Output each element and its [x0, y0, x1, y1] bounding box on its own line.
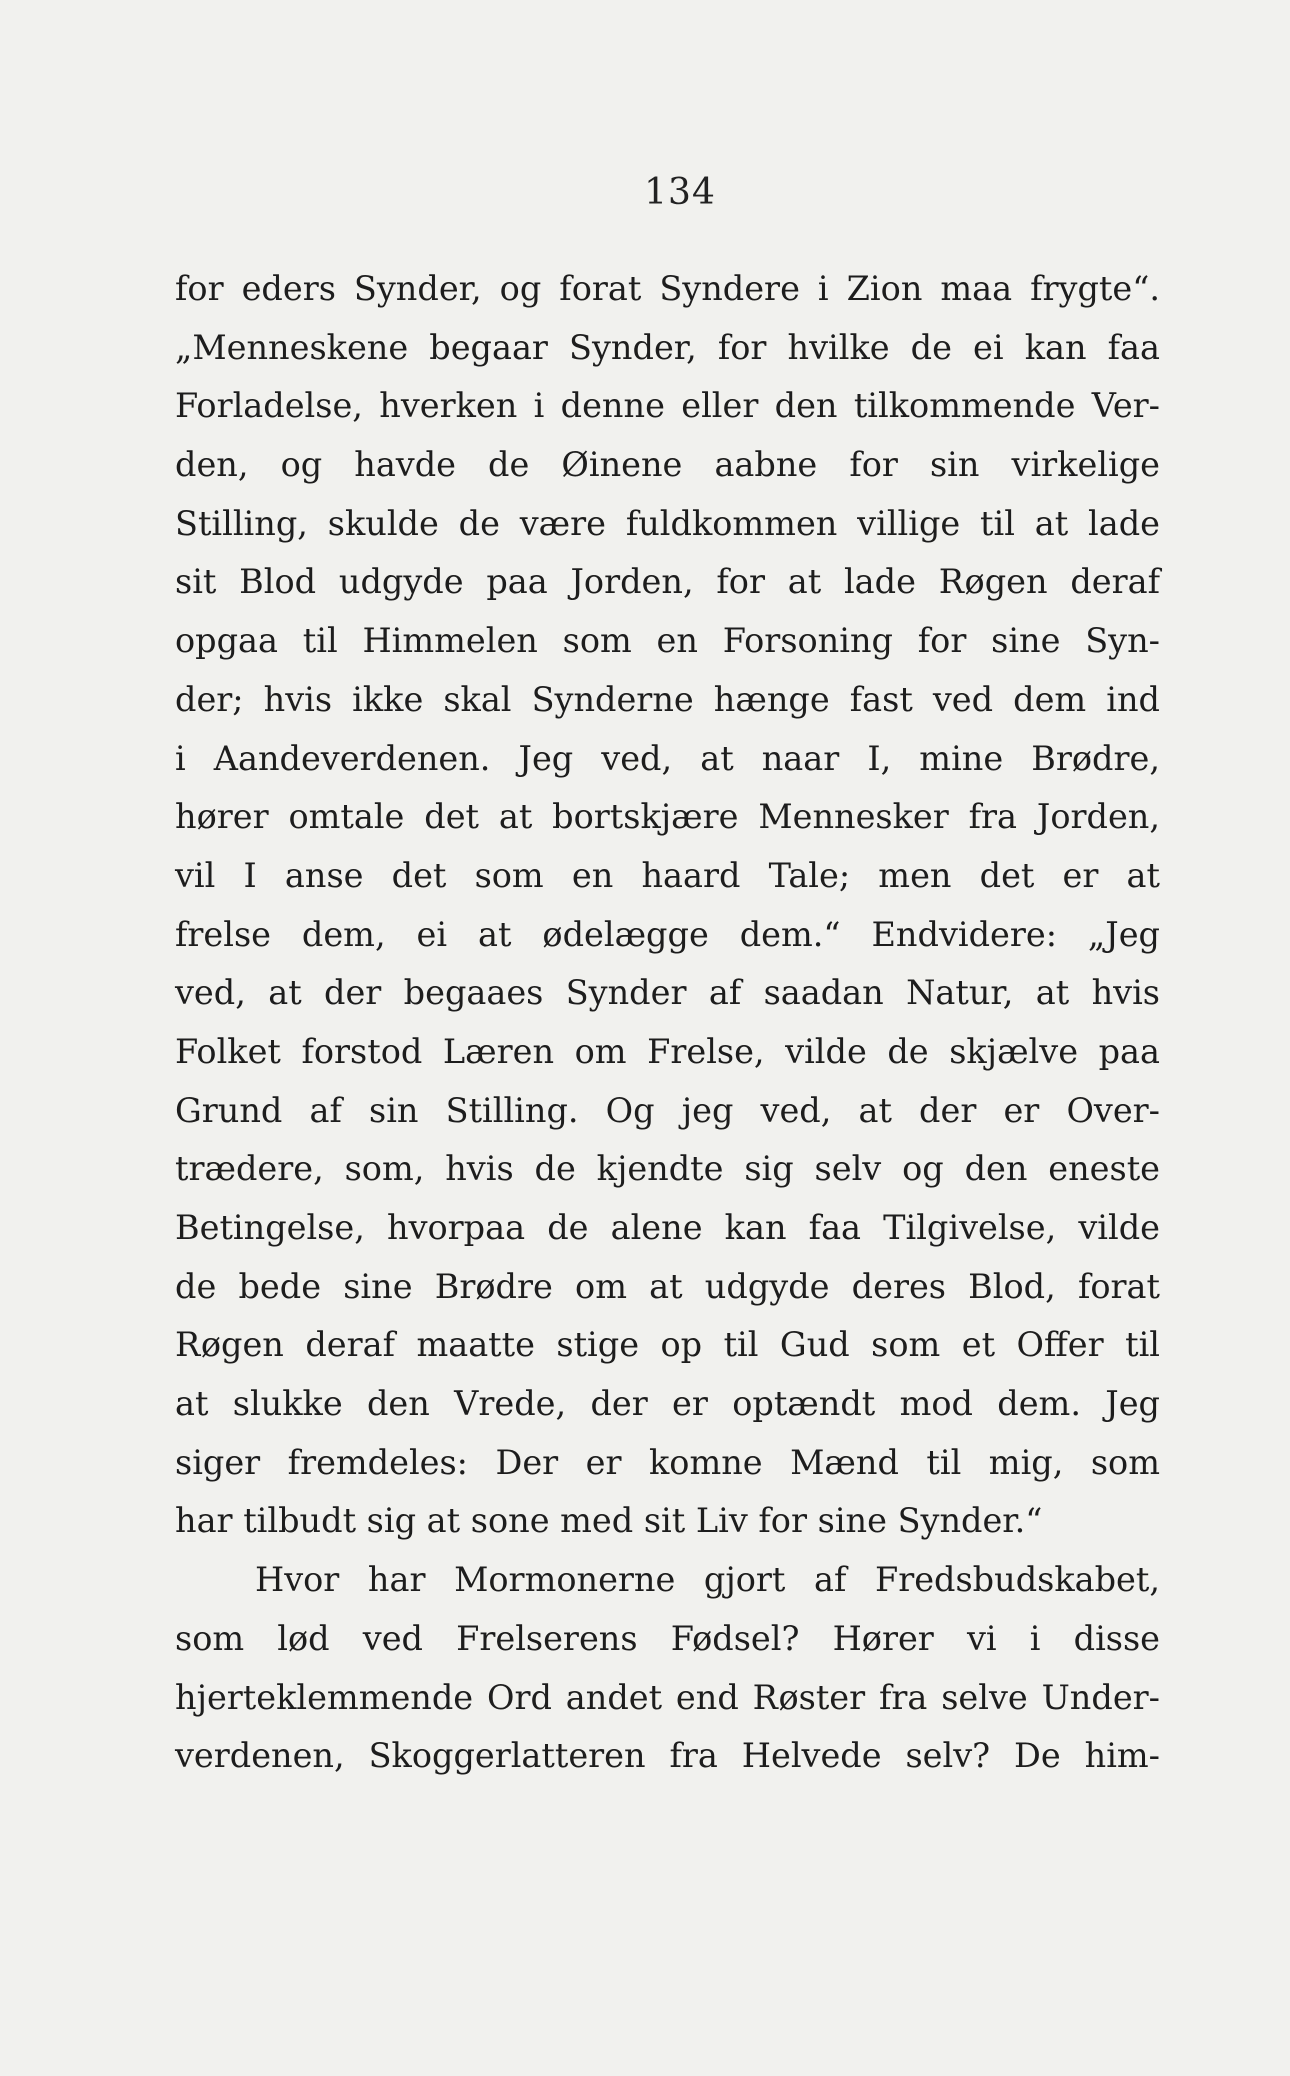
text-line: vil I anse det som en haard Tale; men det er at: [175, 855, 1160, 895]
text-line: verdenen, Skoggerlatteren fra Helvede selv? De him-: [175, 1736, 1160, 1776]
text-line: hjerteklemmende Ord andet end Røster fra selve Under-: [175, 1677, 1160, 1717]
page-number: 134: [644, 172, 716, 213]
text-line: for eders Synder, og forat Syndere i Zion maa frygte“.: [175, 269, 1160, 308]
text-line: Grund af sin Stilling. Og jeg ved, at der er Over-: [175, 1090, 1160, 1130]
body-text: [175, 260, 1160, 1786]
text-line: Stilling, skulde de være fuldkommen villige til at lade: [175, 503, 1160, 543]
text-line: som lød ved Frelserens Fødsel? Hører vi i disse: [175, 1618, 1160, 1658]
text-line: har tilbudt sig at sone med sit Liv for sine Synder.“: [175, 1501, 1043, 1541]
text-line: „Menneskene begaar Synder, for hvilke de ei kan faa: [175, 327, 1160, 367]
text-line: Betingelse, hvorpaa de alene kan faa Tilgivelse, vilde: [175, 1208, 1160, 1247]
text-line: hører omtale det at bortskjære Mennesker fra Jorden,: [175, 797, 1160, 837]
text-line: de bede sine Brødre om at udgyde deres Blod, forat: [175, 1266, 1160, 1306]
text-line: frelse dem, ei at ødelægge dem.“ Endvidere: „Jeg: [175, 914, 1160, 954]
text-line: Forladelse, hverken i denne eller den tilkommende Ver-: [175, 386, 1160, 426]
text-line: at slukke den Vrede, der er optændt mod dem. Jeg: [175, 1384, 1160, 1424]
text-line: opgaa til Himmelen som en Forsoning for sine Syn-: [175, 621, 1160, 661]
text-line: Røgen deraf maatte stige op til Gud som et Offer til: [175, 1325, 1160, 1365]
text-line: i Aandeverdenen. Jeg ved, at naar I, mine Brødre,: [175, 738, 1160, 778]
text-line: siger fremdeles: Der er komne Mænd til mig, som: [175, 1442, 1160, 1482]
text-line: Folket forstod Læren om Frelse, vilde de skjælve paa: [175, 1031, 1160, 1071]
text-line: ved, at der begaaes Synder af saadan Natur, at hvis: [175, 973, 1160, 1013]
text-line: sit Blod udgyde paa Jorden, for at lade Røgen deraf: [175, 562, 1160, 602]
text-line: der; hvis ikke skal Synderne hænge fast ved dem ind: [175, 679, 1160, 719]
text-line-paragraph-start: Hvor har Mormonerne gjort af Fredsbudskabet,: [255, 1560, 1160, 1600]
text-line: den, og havde de Øinene aabne for sin virkelige: [175, 445, 1160, 485]
text-line: trædere, som, hvis de kjendte sig selv og den eneste: [175, 1149, 1160, 1189]
